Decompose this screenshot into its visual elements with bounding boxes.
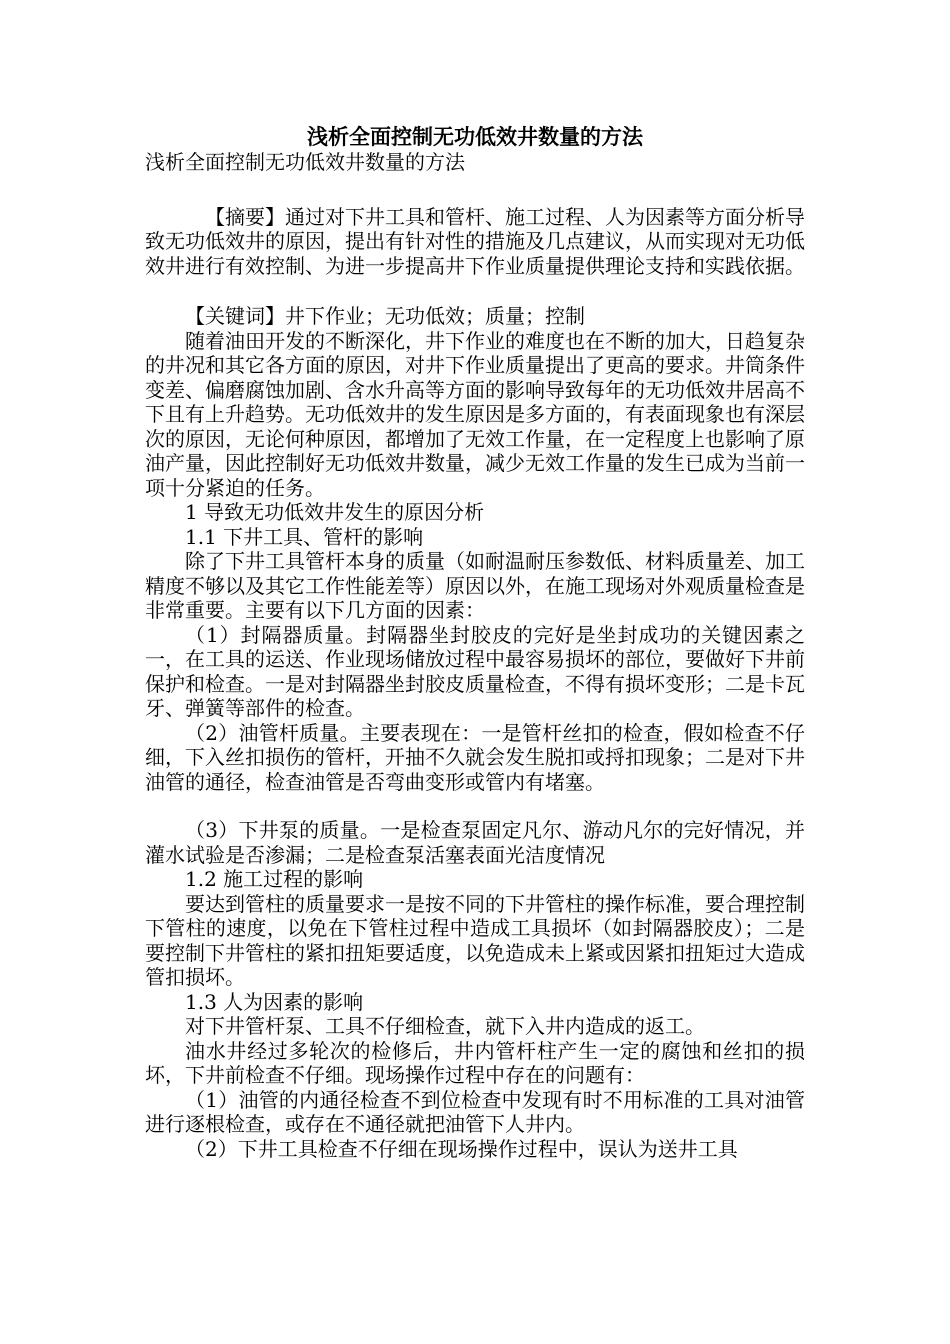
spacer [145, 175, 805, 205]
document-subtitle: 浅析全面控制无功低效井数量的方法 [145, 150, 465, 174]
spacer [145, 794, 805, 818]
spacer [145, 278, 805, 304]
abstract-paragraph: 【摘要】通过对下井工具和管杆、施工过程、人为因素等方面分析导致无功低效井的原因，提出有针对性的措施及几点建议，从而实现对无功低效井进行有效控制、为进一步提高井下作业质量提供理论支持和实践依据。 [145, 204, 805, 278]
subsection-heading: 1.1 下井工具、管杆的影响 [185, 524, 424, 549]
section-heading: 1 导致无功低效井发生的原因分析 [185, 500, 485, 524]
list-item-paragraph: （1）封隔器质量。封隔器坐封胶皮的完好是坐封成功的关键因素之一，在工具的运送、作业现场储放过程中最容易损坏的部位，要做好下井前保护和检查。一是对封隔器坐封胶皮质量检查，不得有损坏变形；二是卡瓦牙、弹簧等部件的检查。 [145, 622, 805, 720]
list-item-paragraph: （3）下井泵的质量。一是检查泵固定凡尔、游动凡尔的完好情况，并灌水试验是否渗漏；二是检查泵活塞表面光洁度情况 [145, 818, 805, 867]
body-paragraph: 油水井经过多轮次的检修后，井内管杆柱产生一定的腐蚀和丝扣的损坏，下井前检查不仔细。现场操作过程中存在的问题有： [145, 1038, 805, 1087]
body-paragraph: 随着油田开发的不断深化，井下作业的难度也在不断的加大，日趋复杂的井况和其它各方面的原因，对井下作业质量提出了更高的要求。井筒条件变差、偏磨腐蚀加剧、含水升高等方面的影响导致每年的无功低效井居高不下且有上升趋势。无功低效井的发生原因是多方面的，有表面现象也有深层次的原因，无论何种原因，都增加了无效工作量，在一定程度上也影响了原油产量，因此控制好无功低效井数量，减少无效工作量的发生已成为当前一项十分紧迫的任务。 [145, 328, 805, 500]
keywords-line: 【关键词】井下作业；无功低效；质量；控制 [185, 304, 585, 328]
document-body [145, 150, 805, 1161]
list-item-paragraph: （1）油管的内通径检查不到位检查中发现有时不用标准的工具对油管进行逐根检查，或存在不通径就把油管下人井内。 [145, 1087, 805, 1136]
body-paragraph: 对下井管杆泵、工具不仔细检查，就下入井内造成的返工。 [185, 1014, 705, 1038]
body-paragraph: 要达到管柱的质量要求一是按不同的下井管柱的操作标准，要合理控制下管柱的速度，以免在下管柱过程中造成工具损坏（如封隔器胶皮）；二是要控制下井管柱的紧扣扭矩要适度，以免造成未上紧或因紧扣扭矩过大造成管扣损坏。 [145, 891, 805, 989]
body-paragraph: 除了下井工具管杆本身的质量（如耐温耐压参数低、材料质量差、加工精度不够以及其它工作性能差等）原因以外，在施工现场对外观质量检查是非常重要。主要有以下几方面的因素： [145, 549, 805, 622]
document-title: 浅析全面控制无功低效井数量的方法 [307, 125, 643, 149]
list-item-paragraph: （2）油管杆质量。主要表现在：一是管杆丝扣的检查，假如检查不仔细，下入丝扣损伤的管杆，开抽不久就会发生脱扣或捋扣现象；二是对下井油管的通径，检查油管是否弯曲变形或管内有堵塞。 [145, 720, 805, 794]
subsection-heading: 1.2 施工过程的影响 [185, 867, 364, 891]
subsection-heading: 1.3 人为因素的影响 [185, 989, 364, 1014]
list-item-paragraph: （2）下井工具检查不仔细在现场操作过程中，误认为送井工具 [185, 1136, 738, 1161]
